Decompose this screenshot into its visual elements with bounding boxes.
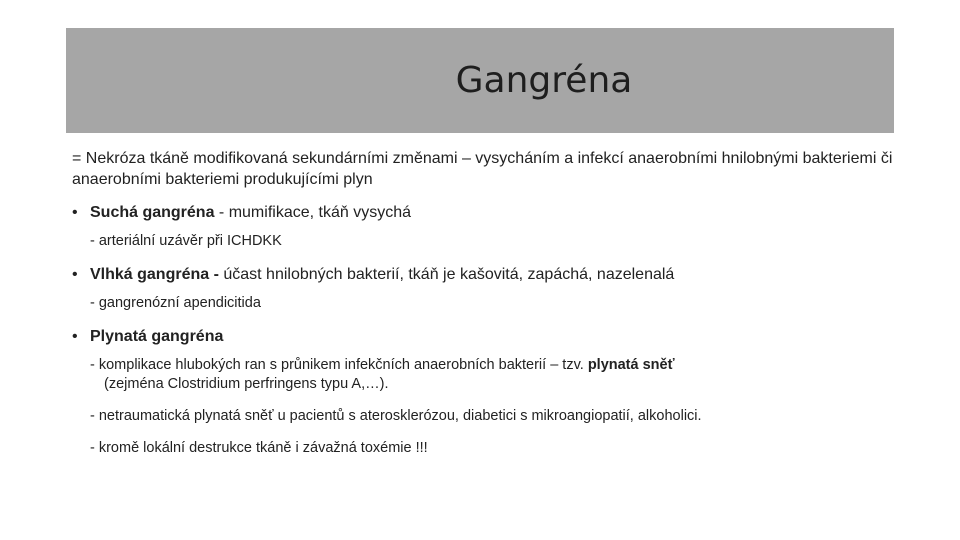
bullet-term: Suchá gangréna (90, 204, 215, 221)
bullet-gas-gangrene (72, 326, 902, 347)
sub-item: - kromě lokální destrukce tkáně i závažná toxémie !!! (90, 440, 428, 456)
bullet-text (90, 326, 223, 347)
sub-item-bold: plynatá sněť (587, 357, 675, 373)
slide-title: Gangréna (455, 60, 633, 101)
bullet-dot: • (72, 328, 78, 345)
bullet-dot: • (72, 266, 78, 283)
bullet-term: Vlhká gangréna - (90, 266, 219, 283)
sub-item: - arteriální uzávěr při ICHDKK (90, 233, 282, 249)
sub-item-text: - komplikace hlubokých ran s průnikem infekčních anaerobních bakterií – tzv. (90, 357, 588, 373)
bullet-term: Plynatá gangréna (90, 328, 224, 345)
title-band (66, 28, 894, 133)
bullet-dot: • (72, 204, 78, 221)
sub-item: - netraumatická plynatá sněť u pacientů s aterosklerózou, diabetici s mikroangiopatií, alkoholici. (90, 408, 702, 424)
bullet-dry-gangrene (72, 202, 902, 223)
bullet-wet-gangrene (72, 264, 902, 285)
sub-item: - gangrenózní apendicitida (90, 295, 261, 311)
sub-item-continuation: (zejména Clostridium perfringens typu A,…). (104, 376, 389, 392)
bullet-desc: - mumifikace, tkáň vysychá (214, 204, 411, 221)
definition-text: = Nekróza tkáně modifikovaná sekundárními změnami – vysycháním a infekcí anaerobními hnilobnými bakteriemi či anaerobními bakteriemi produkujícími plyn (72, 150, 893, 188)
bullet-text (90, 264, 674, 285)
bullet-text (90, 202, 411, 223)
bullet-desc: účast hnilobných bakterií, tkáň je kašovitá, zapáchá, nazelenalá (218, 266, 675, 283)
slide-content (72, 148, 902, 471)
sub-item (90, 356, 902, 375)
